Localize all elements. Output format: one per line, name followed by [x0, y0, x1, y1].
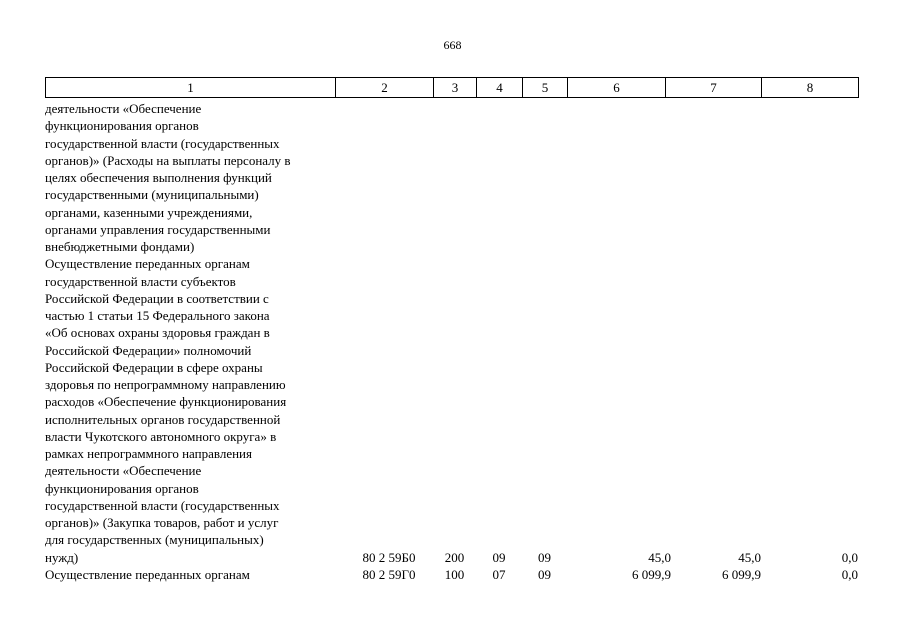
description-line: функционирования органов [45, 118, 199, 134]
description-line: рамках непрограммного направления [45, 446, 252, 461]
target-article-code: 80 2 59Г0 [362, 566, 416, 582]
description-line: органов)» (Расходы на выплаты персоналу в [45, 152, 291, 168]
table-row [45, 100, 860, 255]
description-line: целях обеспечения выполнения функций [45, 170, 272, 185]
description-line: «Об основах охраны здоровья граждан в [45, 325, 270, 341]
table-row [45, 255, 860, 566]
description-line: деятельности «Обеспечение [45, 101, 202, 116]
description-line: государственной власти (государственных [45, 135, 280, 151]
description-line: Осуществление переданных органам [45, 256, 250, 272]
description-line: деятельности «Обеспечение [45, 463, 202, 479]
description-line: внебюджетными фондами) [45, 239, 195, 254]
section-code: 09 [492, 549, 506, 565]
description-line: нужд) [45, 549, 79, 565]
amount-col-8: 0,0 [841, 549, 858, 565]
amount-col-6: 6 099,9 [632, 566, 671, 582]
description-line: функционирования органов [45, 480, 199, 496]
amount-col-7: 6 099,9 [722, 566, 761, 582]
description-line: расходов «Обеспечение функционирования [45, 394, 287, 410]
table-row [45, 566, 860, 583]
description-line: частью 1 статьи 15 Федерального закона [45, 308, 270, 323]
subsection-code: 09 [538, 566, 551, 582]
description-line: Осуществление переданных органам [45, 566, 250, 582]
description-line: органов)» (Закупка товаров, работ и услуг [45, 515, 279, 530]
column-header-8: 8 [762, 78, 859, 98]
row-description [45, 255, 340, 566]
column-header-row [46, 78, 859, 98]
description-line: государственной власти субъектов [45, 273, 236, 289]
description-line: государственной власти (государственных [45, 497, 280, 513]
column-header-3: 3 [434, 78, 477, 98]
column-header-1: 1 [46, 78, 336, 98]
description-line: органами управления государственными [45, 221, 271, 237]
table-body [45, 100, 860, 583]
description-line: исполнительных органов государственной [45, 411, 281, 427]
column-header-4: 4 [477, 78, 523, 98]
section-code: 07 [492, 566, 506, 582]
amount-col-8: 0,0 [841, 566, 858, 582]
description-line: Российской Федерации в сфере охраны [45, 359, 263, 375]
row-description [45, 100, 340, 255]
description-line: власти Чукотского автономного округа» в [45, 428, 277, 444]
description-line: Российской Федерации в соответствии с [45, 290, 269, 306]
description-line: для государственных (муниципальных) [45, 532, 264, 548]
description-line: здоровья по непрограммному направлению [45, 377, 286, 392]
row-values [45, 566, 860, 583]
column-header-7: 7 [666, 78, 762, 98]
description-line: Российской Федерации» полномочий [45, 342, 252, 358]
page-number: 668 [443, 38, 462, 52]
subsection-code: 09 [538, 549, 551, 565]
amount-col-6: 45,0 [648, 549, 671, 565]
expense-type-code: 100 [444, 566, 465, 582]
expense-type-code: 200 [444, 549, 465, 565]
column-header-6: 6 [568, 78, 666, 98]
column-header-table [45, 77, 859, 98]
row-values [45, 549, 860, 566]
description-line: органами, казенными учреждениями, [45, 204, 253, 220]
column-header-5: 5 [523, 78, 568, 98]
column-header-2: 2 [336, 78, 434, 98]
amount-col-7: 45,0 [738, 549, 761, 565]
target-article-code: 80 2 59Б0 [362, 549, 416, 565]
description-line: государственными (муниципальными) [45, 187, 259, 203]
